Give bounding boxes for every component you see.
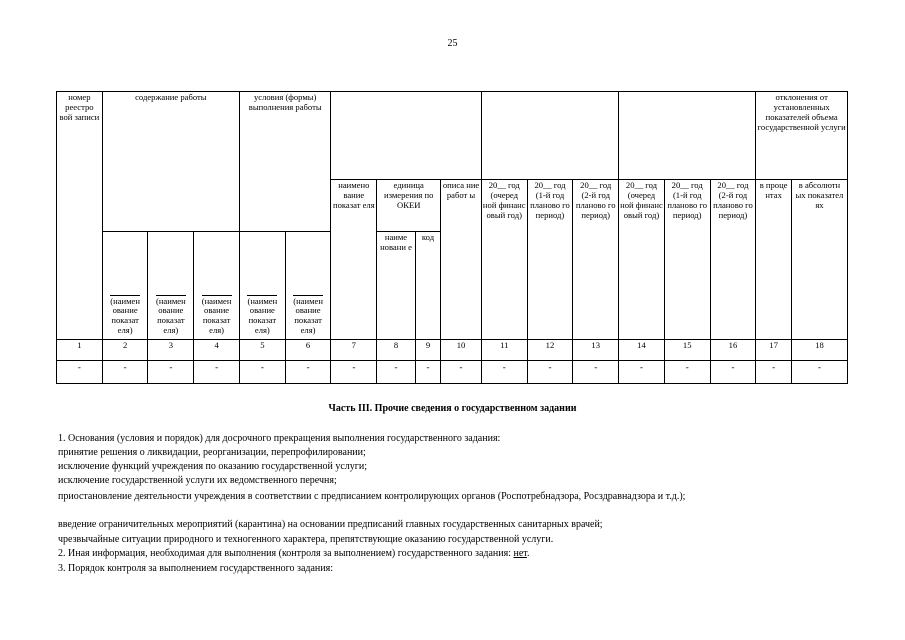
header-year-plan1-1: 20__ год (1-й год планово го период) bbox=[527, 180, 573, 340]
paragraph-suspension: приостановление деятельности учреждения в соответствии с предписанием контролирующих органов (Роспотребнадзора, Росздравнадзора и т.д.); bbox=[58, 491, 686, 502]
sub-indicator-5: (наимен ование показат еля) bbox=[285, 232, 331, 340]
column-number: 16 bbox=[710, 340, 756, 361]
column-number: 5 bbox=[239, 340, 285, 361]
sub-indicator-4: (наимен ование показат еля) bbox=[239, 232, 285, 340]
sub-indicator-1: (наимен ование показат еля) bbox=[102, 232, 148, 340]
other-info-suffix: . bbox=[526, 548, 530, 559]
paragraph-termination-grounds: 1. Основания (условия и порядок) для досрочного прекращения выполнения государственного задания: bbox=[58, 433, 501, 444]
paragraph-function-exclusion: исключение функций учреждения по оказанию государственной услуги; bbox=[58, 461, 368, 472]
work-volume-table bbox=[56, 91, 848, 384]
table-cell: - bbox=[239, 361, 285, 384]
table-cell: - bbox=[57, 361, 103, 384]
paragraph-emergencies: чрезвычайные ситуации природного и техногенного характера, препятствующие оказанию государственной услуги. bbox=[58, 534, 554, 545]
part-title: Часть III. Прочие сведения о государственном задании bbox=[328, 403, 577, 414]
sub-indicator-2: (наимен ование показат еля) bbox=[148, 232, 194, 340]
column-number: 13 bbox=[573, 340, 619, 361]
column-number: 14 bbox=[619, 340, 665, 361]
table-cell: - bbox=[415, 361, 440, 384]
column-number: 8 bbox=[377, 340, 416, 361]
column-number: 1 bbox=[57, 340, 103, 361]
table-cell: - bbox=[194, 361, 240, 384]
column-number: 18 bbox=[791, 340, 847, 361]
paragraph-service-exclusion: исключение государственной услуги их ведомственного перечня; bbox=[58, 475, 337, 486]
column-number: 6 bbox=[285, 340, 331, 361]
header-indicator-name: наимено вание показат еля bbox=[331, 180, 377, 340]
other-info-text: 2. Иная информация, необходимая для выполнения (контроля за выполнением) государственного задания: bbox=[58, 548, 514, 559]
header-unit-name: наиме новани е bbox=[377, 232, 416, 340]
table-row bbox=[57, 361, 848, 384]
header-unit-code: код bbox=[415, 232, 440, 340]
column-number: 9 bbox=[415, 340, 440, 361]
column-number: 12 bbox=[527, 340, 573, 361]
header-registry-number: номер реестро вой записи bbox=[57, 92, 103, 340]
header-year-current-2: 20__ год (очеред ной финанс овый год) bbox=[619, 180, 665, 340]
paragraph-quarantine: введение ограничительных мероприятий (карантина) на основании предписаний главных государственных санитарных врачей; bbox=[58, 519, 603, 530]
paragraph-control-order: 3. Порядок контроля за выполнением государственного задания: bbox=[58, 563, 333, 574]
column-number: 17 bbox=[756, 340, 792, 361]
header-work-description: описа ние работ ы bbox=[441, 180, 482, 340]
paragraph-liquidation: принятие решения о ликвидации, реорганизации, перепрофилировании; bbox=[58, 447, 366, 458]
column-number: 10 bbox=[441, 340, 482, 361]
table-cell: - bbox=[664, 361, 710, 384]
header-unit-okei: единица измерения по ОКЕИ bbox=[377, 180, 441, 232]
header-work-content: содержание работы bbox=[102, 92, 239, 232]
table-cell: - bbox=[102, 361, 148, 384]
table-cell: - bbox=[756, 361, 792, 384]
table-cell: - bbox=[791, 361, 847, 384]
header-year-current-1: 20__ год (очеред ной финанс овый год) bbox=[481, 180, 527, 340]
column-number: 11 bbox=[481, 340, 527, 361]
table-cell: - bbox=[710, 361, 756, 384]
table-cell: - bbox=[377, 361, 416, 384]
column-number: 3 bbox=[148, 340, 194, 361]
header-deviations: отклонения от установленных показателей объема государственной услуги bbox=[756, 92, 848, 180]
page-number: 25 bbox=[447, 38, 458, 49]
table-cell: - bbox=[527, 361, 573, 384]
header-actual-group bbox=[619, 92, 756, 180]
column-numbers-row bbox=[57, 340, 848, 361]
header-deviation-percent: в проце нтах bbox=[756, 180, 792, 340]
table-cell: - bbox=[573, 361, 619, 384]
table-cell: - bbox=[441, 361, 482, 384]
paragraph-other-info bbox=[58, 547, 848, 561]
table-cell: - bbox=[148, 361, 194, 384]
header-year-plan2-1: 20__ год (2-й год планово го период) bbox=[573, 180, 619, 340]
table-cell: - bbox=[331, 361, 377, 384]
column-number: 4 bbox=[194, 340, 240, 361]
header-year-plan1-2: 20__ год (1-й год планово го период) bbox=[664, 180, 710, 340]
sub-indicator-3: (наимен ование показат еля) bbox=[194, 232, 240, 340]
header-deviation-absolute: в абсолютн ых показател ях bbox=[791, 180, 847, 340]
header-work-conditions: условия (формы) выполнения работы bbox=[239, 92, 330, 232]
header-approved-group bbox=[481, 92, 618, 180]
header-year-plan2-2: 20__ год (2-й год планово го период) bbox=[710, 180, 756, 340]
table-cell: - bbox=[481, 361, 527, 384]
column-number: 2 bbox=[102, 340, 148, 361]
other-info-value: нет bbox=[513, 548, 527, 559]
header-indicator-group bbox=[331, 92, 481, 180]
table-cell: - bbox=[285, 361, 331, 384]
table-cell: - bbox=[619, 361, 665, 384]
column-number: 15 bbox=[664, 340, 710, 361]
column-number: 7 bbox=[331, 340, 377, 361]
